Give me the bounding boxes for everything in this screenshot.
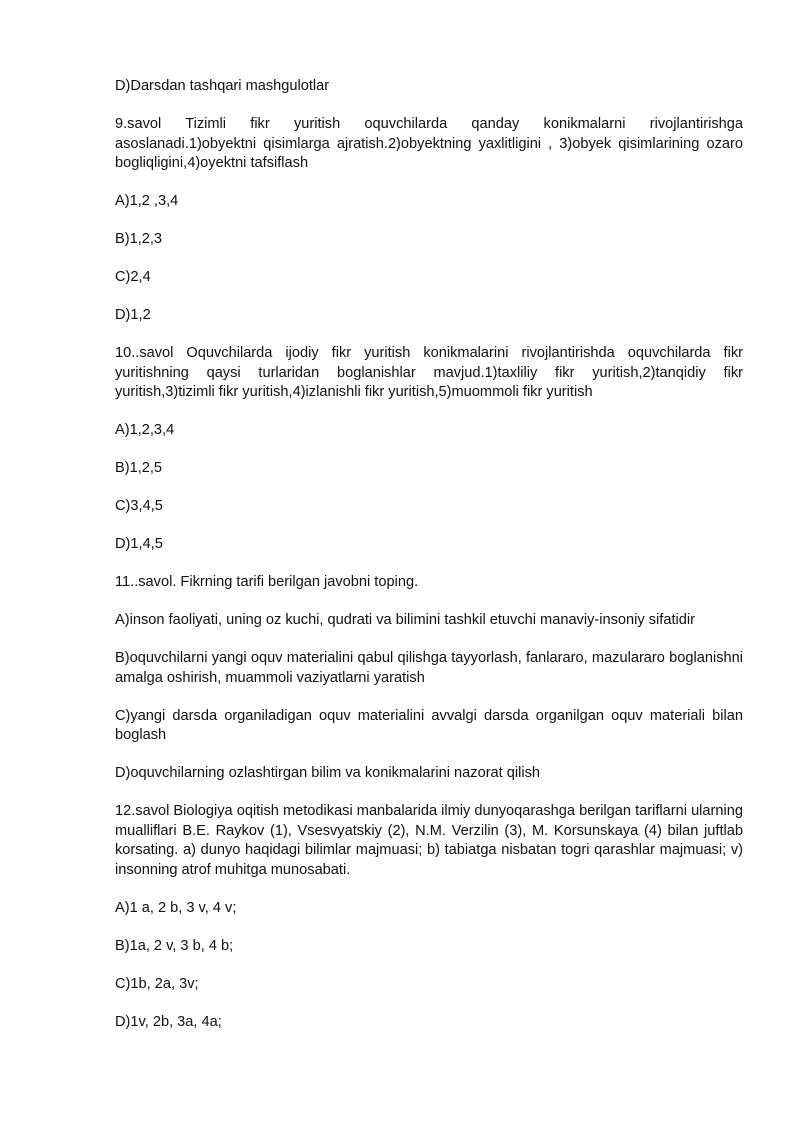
answer-option-a: A)inson faoliyati, uning oz kuchi, qudrati va bilimini tashkil etuvchi manaviy-insoniy sifatidir <box>115 612 695 628</box>
answer-option-d: D)1,2 <box>115 307 151 323</box>
answer-option-b: B)1,2,5 <box>115 460 163 476</box>
answer-option-d: D)1,4,5 <box>115 536 163 552</box>
question-11: 11..savol. Fikrning tarifi berilgan javobni toping. <box>115 574 419 590</box>
answer-option-d: D)Darsdan tashqari mashgulotlar <box>115 78 330 94</box>
answer-option-b: B)oquvchilarni yangi oquv materialini qabul qilishga tayyorlash, fanlararo, mazulararo boglanishni amalga oshirish, muammoli vaziyatlarni yaratish <box>115 650 743 686</box>
answer-option-c: C)1b, 2a, 3v; <box>115 975 199 992</box>
answer-option-a: A)1,2 ,3,4 <box>115 193 179 209</box>
question-9: 9.savol Tizimli fikr yuritish oquvchilarda qanday konikmalarni rivojlantirishga asoslanadi.1)obyektni qisimlarga ajratish.2)obyektning yaxlitligini , 3)obyek qisimlarining ozaro bogliqligini,4)oyektni tafsiflash <box>115 116 743 171</box>
document-page <box>115 77 743 1051</box>
answer-option-c: C)2,4 <box>115 269 151 285</box>
answer-option-d: D)1v, 2b, 3a, 4a; <box>115 1013 222 1030</box>
answer-option-b: B)1,2,3 <box>115 231 163 247</box>
answer-option-c: C)yangi darsda organiladigan oquv materialini avvalgi darsda organilgan oquv materiali bilan boglash <box>115 707 743 743</box>
question-10: 10..savol Oquvchilarda ijodiy fikr yuritish konikmalarini rivojlantirishda oquvchilarda fikr yuritishning qaysi turlaridan boglanishlar mavjud.1)taxliliy fikr yuritish,2)tanqidiy fikr yuritish,3)tizimli fikr yuritish,4)izlanishli fikr yuritish,5)muommoli fikr yuritish <box>115 345 743 400</box>
question-12: 12.savol Biologiya oqitish metodikasi manbalarida ilmiy dunyoqarashga berilgan tariflarni ularning mualliflari B.E. Raykov (1), Vsesvyatskiy (2), N.M. Verzilin (3), M. Korsunskaya (4) bilan juftlab korsating. a) dunyo haqidagi bilimlar majmuasi; b) tabiatga nisbatan togri qarashlar majmuasi; v) insonning atrof muhitga munosabati. <box>115 803 743 878</box>
answer-option-a: A)1 a, 2 b, 3 v, 4 v; <box>115 899 237 916</box>
answer-option-b: B)1a, 2 v, 3 b, 4 b; <box>115 937 234 954</box>
answer-option-d: D)oquvchilarning ozlashtirgan bilim va konikmalarini nazorat qilish <box>115 765 541 781</box>
answer-option-c: C)3,4,5 <box>115 498 163 514</box>
answer-option-a: A)1,2,3,4 <box>115 422 175 438</box>
